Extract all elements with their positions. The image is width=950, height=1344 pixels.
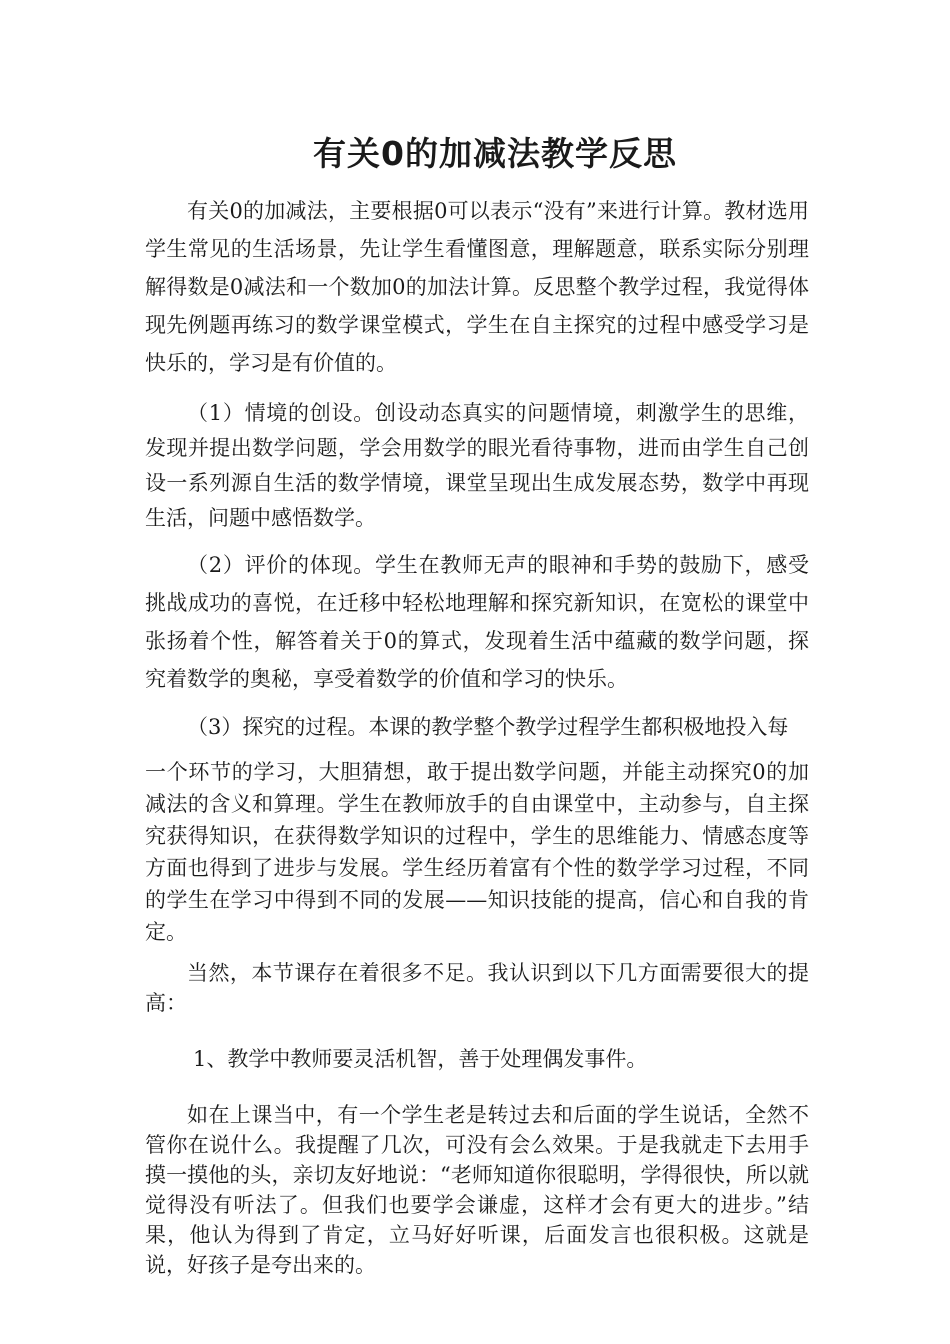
list-item-point-1: 1、教学中教师要灵活机智，善于处理偶发事件。 [193,1047,648,1071]
paragraph-situation-creation: （1）情境的创设。创设动态真实的问题情境，刺激学生的思维，发现并提出数学问题，学会用数学的眼光看待事物，进而由学生自己创设一系列源自生活的数学情境，课堂呈现出生成发展态势，数学中再现生活，问题中感悟数学。 [145,401,809,530]
paragraph-example: 如在上课当中，有一个学生老是转过去和后面的学生说话，全然不管你在说什么。我提醒了几次，可没有会么效果。于是我就走下去用手摸一摸他的头，亲切友好地说：“老师知道你很聪明，学得很快，所以就觉得没有听法了。但我们也要学会谦虚，这样才会有更大的进步。”结果，他认为得到了肯定，立马好好听课，后面发言也很积极。这就是说，好孩子是夸出来的。 [145,1103,809,1277]
paragraph-evaluation: （2）评价的体现。学生在教师无声的眼神和手势的鼓励下，感受挑战成功的喜悦，在迁移中轻松地理解和探究新知识，在宽松的课堂中张扬着个性，解答着关于0的算式，发现着生活中蕴藏的数学问题，探究着数学的奥秘，享受着数学的价值和学习的快乐。 [145,553,809,691]
paragraph-exploration-start: （3）探究的过程。本课的教学整个教学过程学生都积极地投入每 [187,715,789,739]
document-title: 有关0的加减法教学反思 [313,134,677,173]
paragraph-exploration-continued: 一个环节的学习，大胆猜想，敢于提出数学问题，并能主动探究0的加减法的含义和算理。学生在教师放手的自由课堂中，主动参与，自主探究获得知识，在获得数学知识的过程中，学生的思维能力、情感态度等方面也得到了进步与发展。学生经历着富有个性的数学学习过程，不同的学生在学习中得到不同的发展——知识技能的提高，信心和自我的肯定。 [145,760,809,944]
paragraph-shortcomings: 当然，本节课存在着很多不足。我认识到以下几方面需要很大的提高： [145,961,809,1015]
document-body [145,192,809,1280]
paragraph-intro: 有关0的加减法，主要根据0可以表示“没有”来进行计算。教材选用学生常见的生活场景，先让学生看懂图意，理解题意，联系实际分别理解得数是0减法和一个数加0的加法计算。反思整个教学过程，我觉得体现先例题再练习的数学课堂模式，学生在自主探究的过程中感受学习是快乐的，学习是有价值的。 [145,199,809,375]
